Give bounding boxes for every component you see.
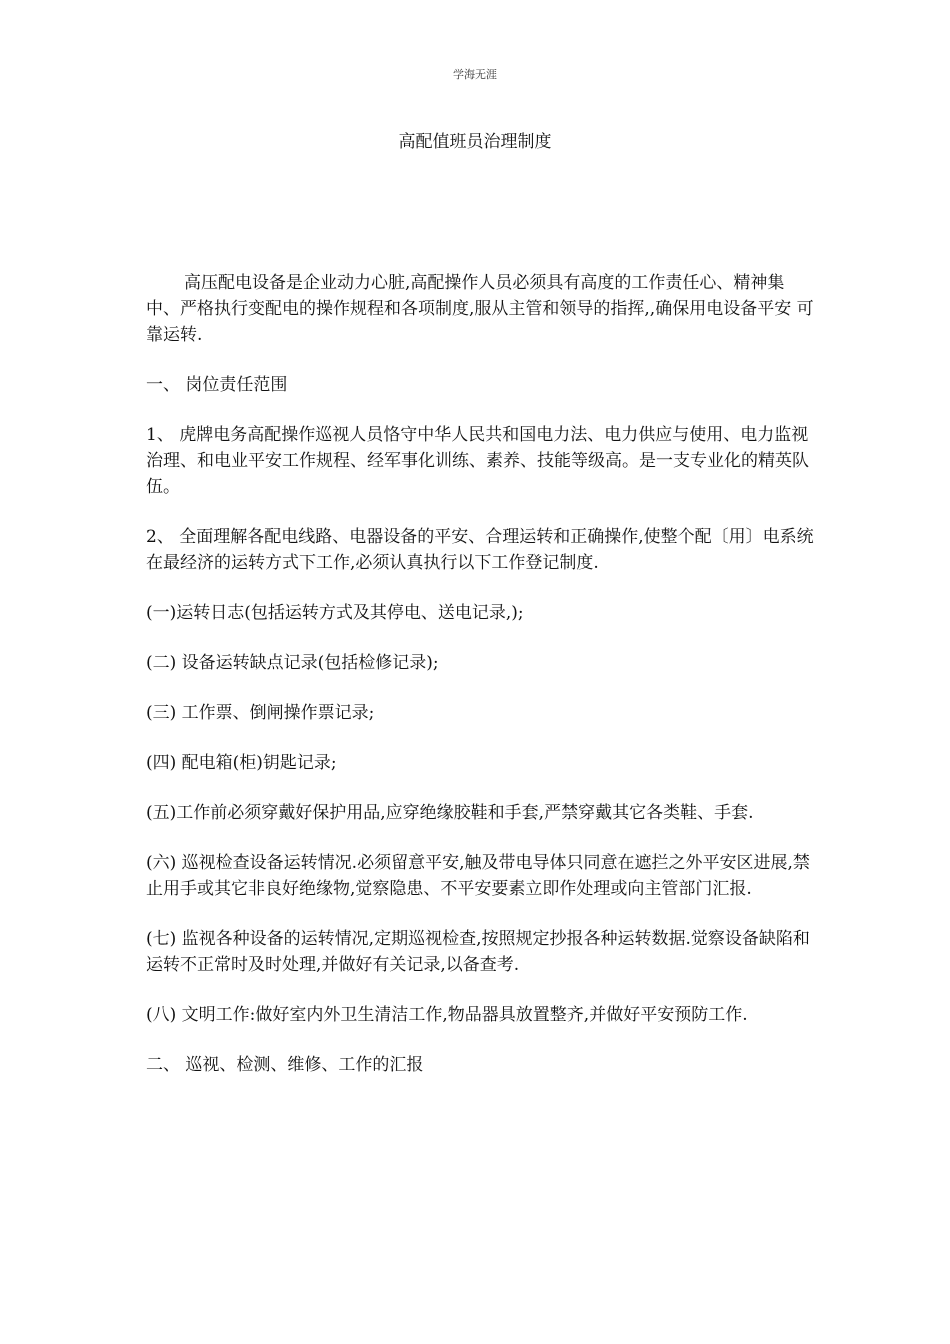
record-item-7: (七) 监视各种设备的运转情况,定期巡视检查,按照规定抄报各种运转数据.觉察设备缺陷和运转不正常时及时处理,并做好有关记录,以备查考. [146, 929, 810, 975]
record-item-5: (五)工作前必须穿戴好保护用品,应穿绝缘胶鞋和手套,严禁穿戴其它各类鞋、手套. [146, 803, 754, 823]
document-body [146, 270, 814, 1078]
record-item-6: (六) 巡视检查设备运转情况.必须留意平安,触及带电导体只同意在遮拦之外平安区进展,禁止用手或其它非良好绝缘物,觉察隐患、不平安要素立即作处理或向主管部门汇报. [146, 853, 810, 899]
record-item-8: (八) 文明工作:做好室内外卫生清洁工作,物品器具放置整齐,并做好平安预防工作. [146, 1005, 748, 1025]
paragraph-item-1: 1、 虎牌电务高配操作巡视人员恪守中华人民共和国电力法、电力供应与使用、电力监视治理、和电业平安工作规程、经军事化训练、素养、技能等级高。是一支专业化的精英队伍。 [146, 425, 809, 497]
section-heading-1: 一、 岗位责任范围 [146, 375, 288, 395]
page-header: 学海无涯 [453, 68, 497, 81]
record-item-2: (二) 设备运转缺点记录(包括检修记录); [146, 653, 439, 673]
record-item-1: (一)运转日志(包括运转方式及其停电、送电记录,); [146, 603, 524, 623]
document-title: 高配值班员治理制度 [398, 132, 552, 152]
record-item-3: (三) 工作票、倒闸操作票记录; [146, 703, 375, 723]
paragraph-item-2: 2、 全面理解各配电线路、电器设备的平安、合理运转和正确操作,使整个配〔用〕电系统在最经济的运转方式下工作,必须认真执行以下工作登记制度. [146, 527, 814, 573]
record-item-4: (四) 配电箱(柜)钥匙记录; [146, 753, 337, 773]
intro-paragraph: 高压配电设备是企业动力心脏,高配操作人员必须具有高度的工作责任心、精神集中、严格执行变配电的操作规程和各项制度,服从主管和领导的指挥,,确保用电设备平安 可靠运转. [146, 273, 814, 345]
section-heading-2: 二、 巡视、检测、维修、工作的汇报 [146, 1055, 424, 1075]
